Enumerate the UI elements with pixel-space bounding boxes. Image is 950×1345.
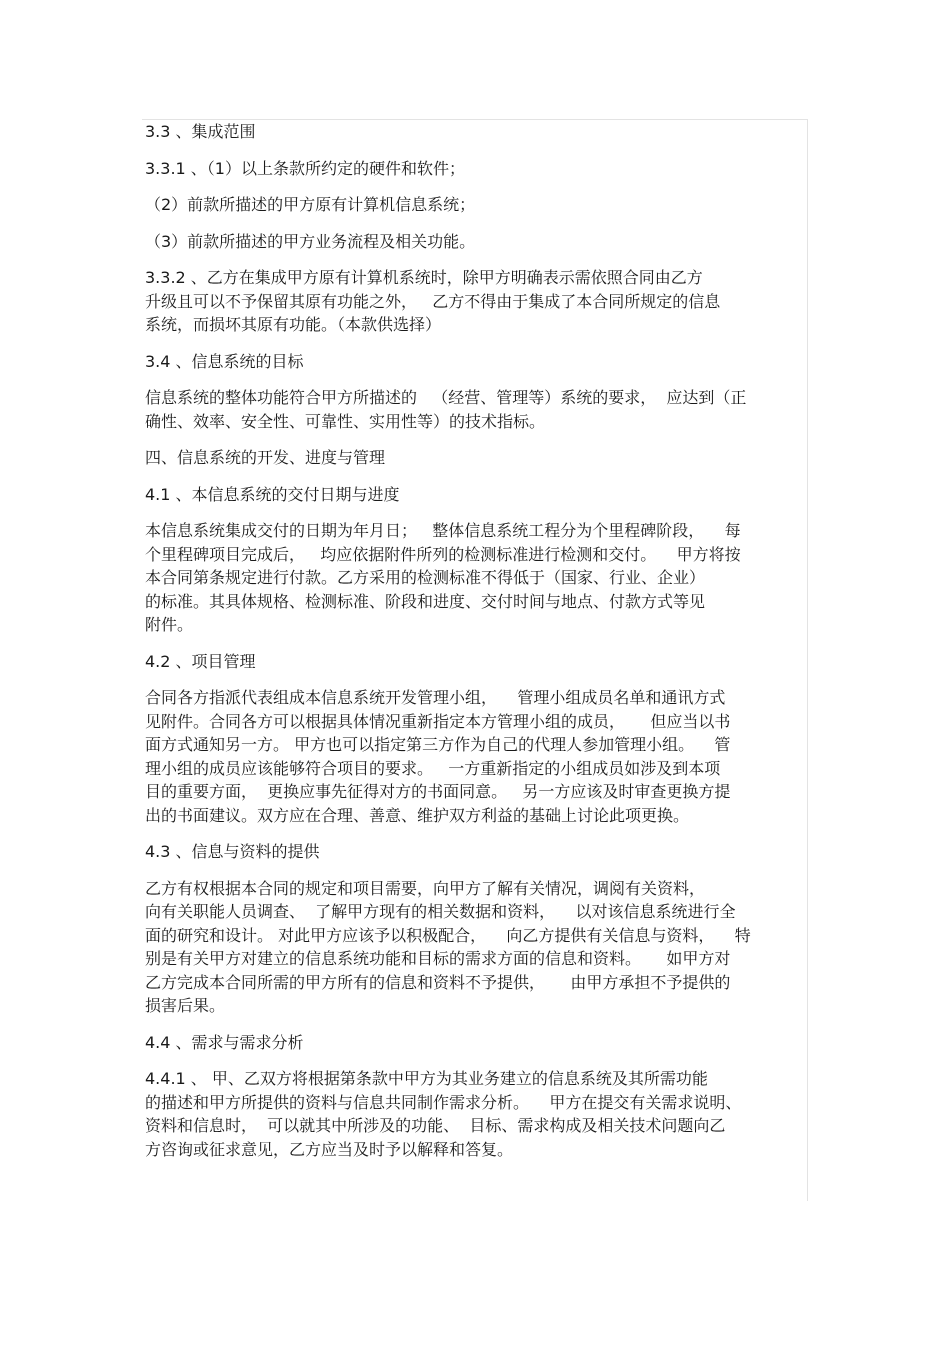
paragraph-4-3: 乙方有权根据本合同的规定和项目需要，向甲方了解有关情况，调阅有关资料， 向有关职能人员调查、 了解甲方现有的相关数据和资料， 以对该信息系统进行全 面的研究和设计。 对此甲方应该予以积极配合， 向乙方提供有关信息与资料， 特 别是有关甲方对建立的信息系统功能和目标的需求方面的信息和资料。 如甲方对 乙方完成本合同所需的甲方所有的信息和资料不予提供， 由甲方承担不予提供的 损害后果。 <box>145 878 751 1015</box>
paragraph-4-1: 本信息系统集成交付的日期为年月日； 整体信息系统工程分为个里程碑阶段， 每 个里程碑项目完成后， 均应依据附件所列的检测标准进行检测和交付。 甲方将按 本合同第条规定进行付款。乙方采用的检测标准不得低于（国家、行业、企业） 的标准。其具体规格、检测标准、阶段和进度、交付时间与地点、付款方式等见 附件。 <box>145 521 741 634</box>
heading-4-3: 4.3 、信息与资料的提供 <box>145 842 320 861</box>
clause-3-3-1: 3.3.1 、（1）以上条款所约定的硬件和软件； <box>145 158 465 178</box>
clause-3-3-1-item-2: （2）前款所描述的甲方原有计算机信息系统； <box>145 195 476 214</box>
paragraph-3-4: 信息系统的整体功能符合甲方所描述的 （经营、管理等）系统的要求， 应达到（正 确性、效率、安全性、可靠性、实用性等）的技术指标。 <box>145 388 747 431</box>
document-body <box>145 120 807 1161</box>
heading-3-4: 3.4 、信息系统的目标 <box>145 351 304 371</box>
paragraph-4-2: 合同各方指派代表组成本信息系统开发管理小组， 管理小组成员名单和通讯方式 见附件。合同各方可以根据具体情况重新指定本方管理小组的成员， 但应当以书 面方式通知另一方。 甲方也可以指定第三方作为自己的代理人参加管理小组。 管 理小组的成员应该能够符合项目的要求。 一方重新指定的小组成员如涉及到本项 目的重要方面， 更换应事先征得对方的书面同意。 另一方应该及时审查更换方提 出的书面建议。双方应在合理、善意、维护双方利益的基础上讨论此项更换。 <box>145 688 731 825</box>
heading-4-2: 4.2 、项目管理 <box>145 651 256 671</box>
heading-3-3: 3.3 、集成范围 <box>145 122 256 141</box>
clause-3-3-2: 3.3.2 、乙方在集成甲方原有计算机系统时，除甲方明确表示需依照合同由乙方 升级且可以不予保留其原有功能之外， 乙方不得由于集成了本合同所规定的信息 系统，而损坏其原有功能。（本款供选择） <box>145 268 721 334</box>
heading-section-4: 四、信息系统的开发、进度与管理 <box>145 448 386 467</box>
heading-4-4: 4.4 、需求与需求分析 <box>145 1032 304 1052</box>
heading-4-1: 4.1 、本信息系统的交付日期与进度 <box>145 484 400 504</box>
clause-4-4-1: 4.4.1 、 甲、乙双方将根据第条款中甲方为其业务建立的信息系统及其所需功能 的描述和甲方所提供的资料与信息共同制作需求分析。 甲方在提交有关需求说明、 资料和信息时， 可以就其中所涉及的功能、 目标、需求构成及相关技术问题向乙 方咨询或征求意见，乙方应当及时予以解释和答复。 <box>145 1069 742 1159</box>
clause-3-3-1-item-3: （3）前款所描述的甲方业务流程及相关功能。 <box>145 231 476 251</box>
